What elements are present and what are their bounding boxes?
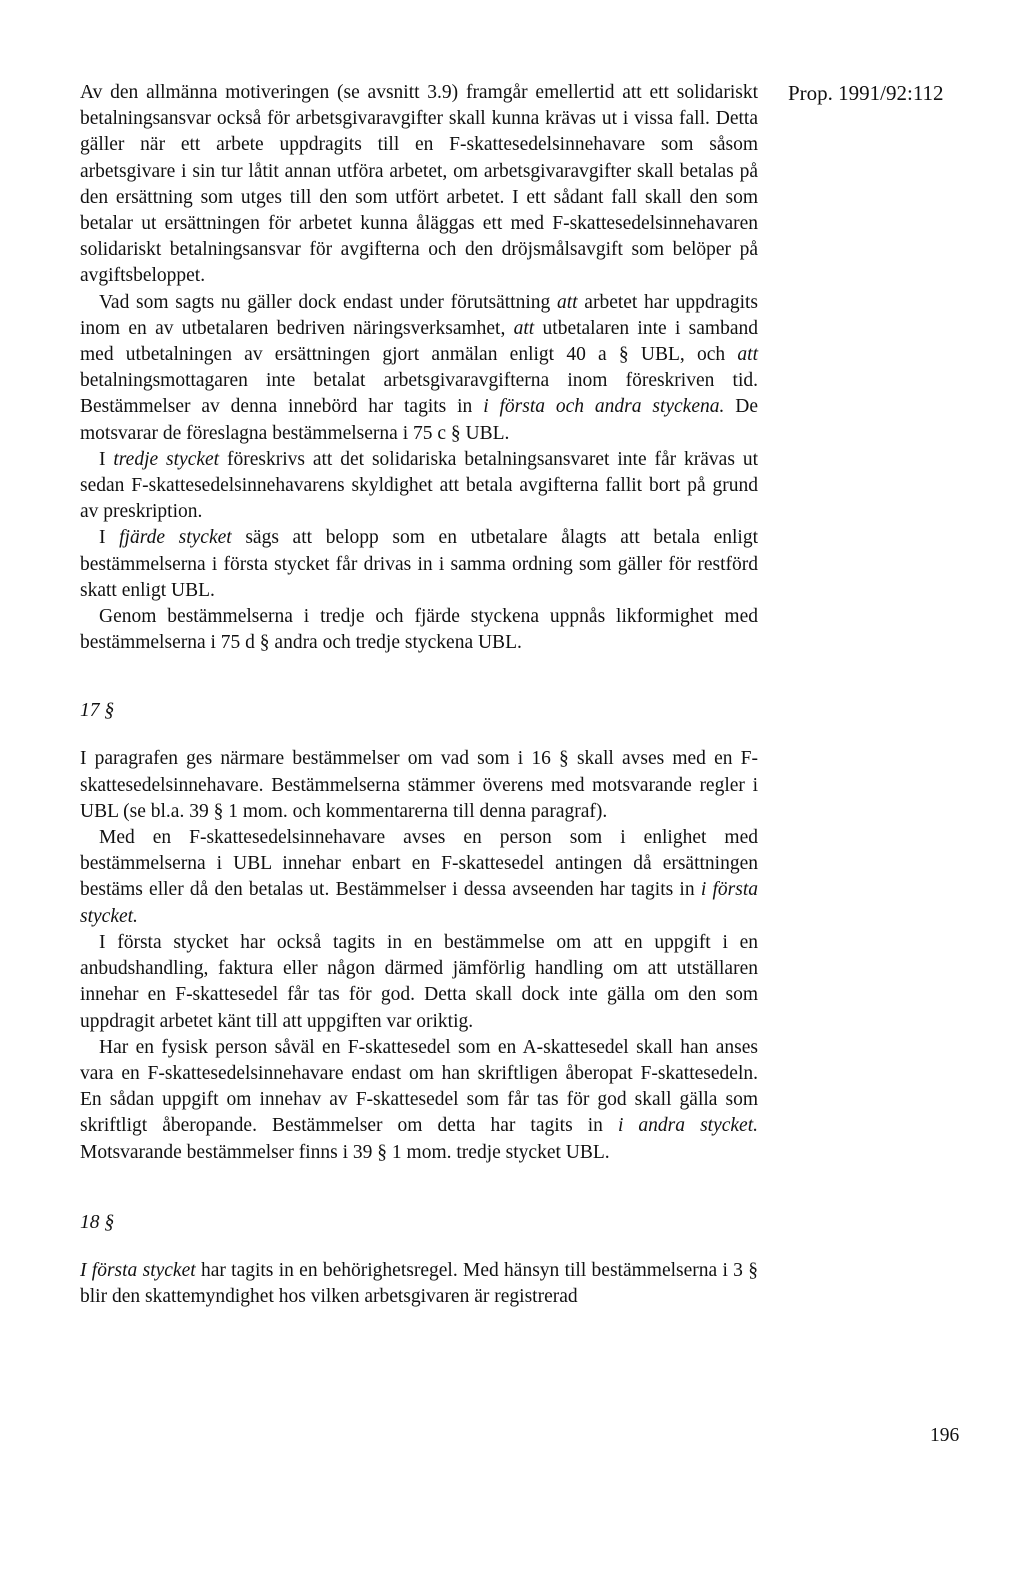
- section-heading-17: 17 §: [80, 700, 115, 722]
- body-text: [80, 80, 758, 1310]
- paragraph: Genom bestämmelserna i tredje och fjärde styckena uppnås likformighet med bestämmelserna i 75 d § andra och tredje styckena UBL.: [80, 606, 758, 654]
- paragraph: I första stycket har tagits in en behörighetsregel. Med hänsyn till bestämmelserna i 3 § blir den skattemyndighet hos vilken arbetsgivaren är registrerad: [80, 1259, 758, 1307]
- proposition-number: Prop. 1991/92:112: [788, 81, 944, 105]
- paragraph: Har en fysisk person såväl en F-skattesedel som en A-skattesedel skall han anses vara en F-skattesedelsinnehavare endast om han skriftligen åberopat F-skattesedeln. En sådan uppgift om innehav av F-skattesedel som får tas för god skall gälla som skriftligt åberopande. Bestämmelser om detta har tagits in i andra stycket. Motsvarande bestämmelser finns i 39 § 1 mom. tredje stycket UBL.: [80, 1036, 758, 1163]
- paragraph: Av den allmänna motiveringen (se avsnitt 3.9) framgår emellertid att ett solidariskt betalningsansvar också för arbetsgivaravgifter skall kunna krävas ut i vissa fall. Detta gäller när ett arbete uppdragits till en F-skattesedelsinnehavare som såsom arbetsgivare i sin tur låtit annan utföra arbetet, om arbetsgivaravgifter skall betalas på den ersättning som utges till den som utfört arbetet. I ett sådant fall skall den som betalar ut ersättningen för arbetet kunna åläggas ett med F-skattesedelsinnehavaren solidariskt betalningsansvar för avgifterna och den dröjsmålsavgift som belöper på avgiftsbeloppet.: [80, 82, 758, 287]
- paragraph: I paragrafen ges närmare bestämmelser om vad som i 16 § skall avses med en F-skattesedelsinnehavare. Bestämmelserna stämmer överens med motsvarande regler i UBL (se bl.a. 39 § 1 mom. och kommentarerna till denna paragraf).: [80, 748, 758, 822]
- paragraph: I fjärde stycket sägs att belopp som en utbetalare ålagts att betala enligt bestämmelserna i första stycket får drivas in i samma ordning som gäller för restförd skatt enligt UBL.: [80, 527, 758, 601]
- paragraph: I tredje stycket föreskrivs att det solidariska betalningsansvaret inte får krävas ut sedan F-skattesedelsinnehavarens skyldighet att betala avgifterna fallit bort på grund av preskription.: [80, 448, 758, 523]
- section-heading-18: 18 §: [80, 1211, 115, 1233]
- paragraph: Med en F-skattesedelsinnehavare avses en person som i enlighet med bestämmelserna i UBL innehar enbart en F-skattesedel antingen då ersättningen bestäms eller då den betalas ut. Bestämmelser i dessa avseenden har tagits in i första stycket.: [80, 827, 758, 927]
- paragraph: I första stycket har också tagits in en bestämmelse om att en uppgift i en anbudshandling, faktura eller någon därmed jämförlig handling om att utställaren innehar en F-skattesedel får tas för god. Detta skall dock inte gälla om den som uppdragit arbetet känt till att uppgiften var oriktig.: [80, 931, 758, 1032]
- paragraph: Vad som sagts nu gäller dock endast under förutsättning att arbetet har uppdragits inom en av utbetalaren bedriven näringsverksamhet, att utbetalaren inte i samband med utbetalningen av ersättningen gjort anmälan enligt 40 a § UBL, och att betalningsmottagaren inte betalat arbetsgivaravgifterna inom föreskriven tid. Bestämmelser av denna innebörd har tagits in i första och andra styckena. De motsvarar de föreslagna bestämmelserna i 75 c § UBL.: [80, 291, 759, 444]
- page-number: 196: [930, 1425, 960, 1446]
